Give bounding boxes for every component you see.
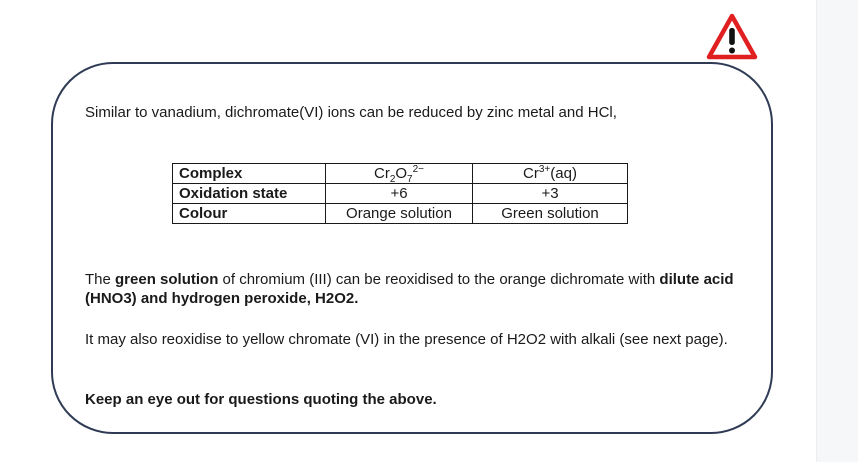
row-label: Colour [173, 204, 326, 224]
intro-text: Similar to vanadium, dichromate(VI) ions can be reduced by zinc metal and HCl, [85, 104, 617, 121]
table-cell: Green solution [473, 204, 628, 224]
reoxidation-paragraph: The green solution of chromium (III) can be reoxidised to the orange dichromate with dilute acid (HNO3) and hydrogen peroxide, H2O2. [85, 271, 734, 307]
chromate-paragraph: It may also reoxidise to yellow chromate (VI) in the presence of H2O2 with alkali (see next page). [85, 331, 728, 348]
warning-triangle-icon [706, 13, 758, 61]
table-cell: +6 [326, 184, 473, 204]
dichromate-formula: $Cr_2O_7^{2-}$ [326, 164, 473, 184]
row-label: Complex [173, 164, 326, 184]
exam-tip: Keep an eye out for questions quoting the above. [85, 391, 437, 408]
table-cell: Orange solution [326, 204, 473, 224]
chromium-ion-formula: $Cr^{3+}(aq)$ [473, 164, 628, 184]
table-row [173, 164, 628, 184]
table-row [173, 184, 628, 204]
scrollbar-track[interactable] [816, 0, 858, 462]
chromium-table [172, 163, 628, 224]
table-row [173, 204, 628, 224]
table-cell: +3 [473, 184, 628, 204]
row-label: Oxidation state [173, 184, 326, 204]
